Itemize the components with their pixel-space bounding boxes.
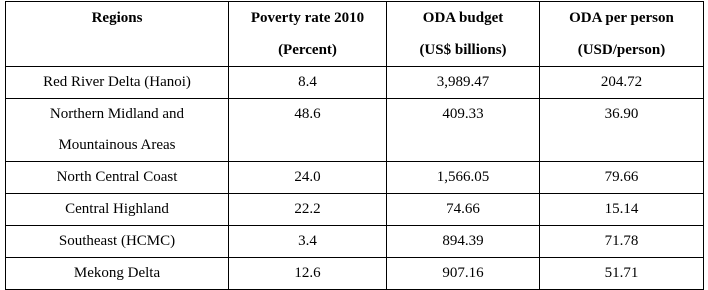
poverty-cell: 24.0 (229, 162, 387, 194)
region-name: Central Highland (65, 201, 169, 217)
oda-per-person-cell: 51.71 (540, 258, 704, 290)
region-name-continued: Mountainous Areas (58, 137, 176, 153)
oda-per-person-cell: 79.66 (540, 162, 704, 194)
header-regions (6, 2, 229, 67)
oda-budget-cell: 1,566.05 (387, 162, 540, 194)
poverty-cell: 12.6 (229, 258, 387, 290)
table-row (6, 162, 704, 194)
region-cell (6, 258, 229, 290)
oda-budget-cell: 74.66 (387, 194, 540, 226)
poverty-cell: 8.4 (229, 67, 387, 99)
header-poverty-rate (229, 2, 387, 67)
region-name: North Central Coast (56, 169, 178, 185)
region-cell (6, 194, 229, 226)
oda-per-person-cell: 36.90 (540, 99, 704, 162)
header-poverty-rate-label: Poverty rate 2010 (250, 10, 365, 26)
region-name: Northern Midland and (49, 106, 185, 122)
region-cell (6, 162, 229, 194)
oda-budget-cell: 907.16 (387, 258, 540, 290)
header-oda-per-person-label: ODA per person (569, 10, 674, 26)
region-cell (6, 99, 229, 162)
table-row (6, 194, 704, 226)
table-row (6, 226, 704, 258)
oda-per-person-cell: 15.14 (540, 194, 704, 226)
table-row (6, 67, 704, 99)
table-row (6, 258, 704, 290)
header-oda-budget-label: ODA budget (422, 10, 504, 26)
header-oda-per-person-unit: (USD/person) (577, 42, 666, 58)
region-name: Southeast (HCMC) (58, 233, 176, 249)
header-row (6, 2, 704, 67)
header-oda-budget-unit: (US$ billions) (419, 42, 507, 58)
oda-per-person-cell: 204.72 (540, 67, 704, 99)
header-oda-per-person (540, 2, 704, 67)
oda-budget-cell: 894.39 (387, 226, 540, 258)
oda-budget-cell: 409.33 (387, 99, 540, 162)
header-regions-label: Regions (91, 10, 143, 26)
header-oda-budget (387, 2, 540, 67)
region-name: Red River Delta (Hanoi) (43, 74, 191, 90)
region-cell (6, 226, 229, 258)
poverty-cell: 48.6 (229, 99, 387, 162)
poverty-cell: 3.4 (229, 226, 387, 258)
region-name: Mekong Delta (73, 265, 161, 281)
header-poverty-rate-unit: (Percent) (278, 42, 337, 58)
poverty-cell: 22.2 (229, 194, 387, 226)
oda-budget-cell: 3,989.47 (387, 67, 540, 99)
oda-per-person-cell: 71.78 (540, 226, 704, 258)
oda-poverty-table (5, 1, 704, 290)
region-cell (6, 67, 229, 99)
table-row (6, 99, 704, 162)
